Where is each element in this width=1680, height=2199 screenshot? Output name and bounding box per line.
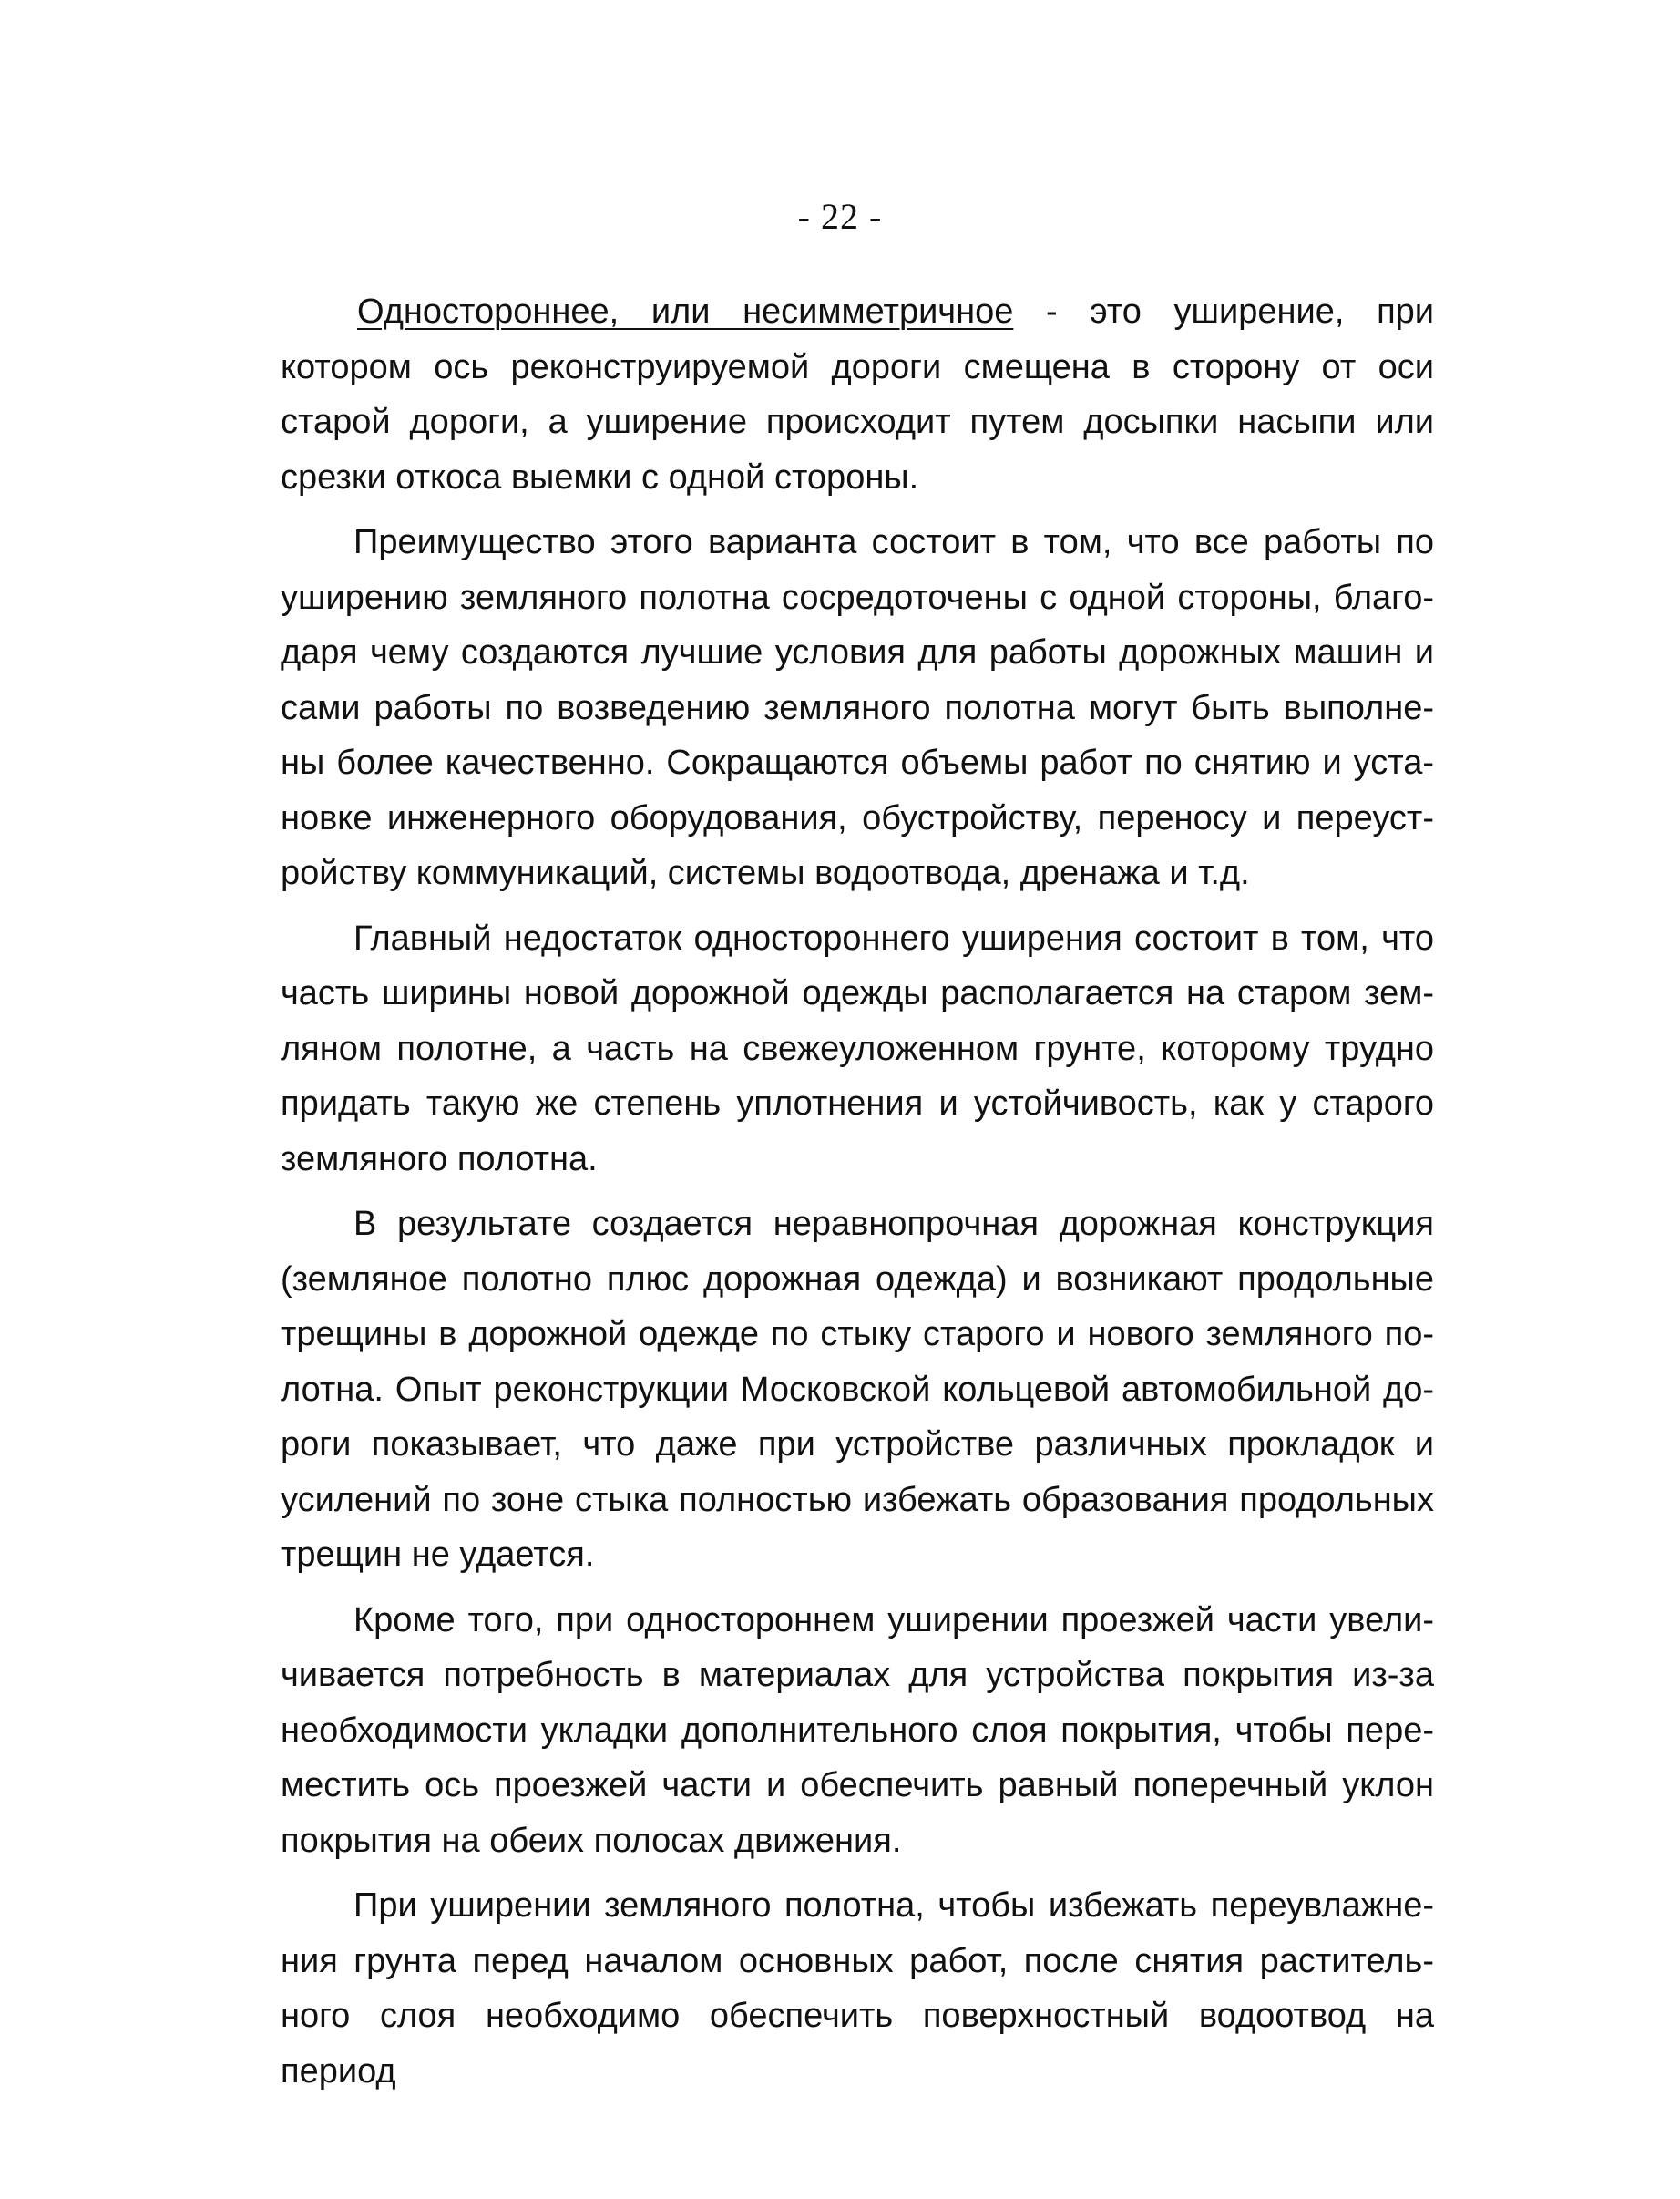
- paragraph-2: Преимущество этого варианта состоит в том, что все работы по уширению земляного полотна сосредоточены с одной стороны, благодаря чему создаются лучшие условия для работы дорожных машин и сами работы по возведению земляного полотна могут быть выполнены более качественно. Сокращаются объемы работ по снятию и установке инженерного оборудования, обустройству, переносу и переустройству коммуникаций, системы водоотвода, дренажа и т.д.: [281, 523, 1434, 892]
- paragraph-1-text: - это уширение, при котором ось реконструируемой дороги смещена в сторону от оси старой дороги, а уширение происходит путем досыпки насыпи или срезки откоса выемки с одной стороны.: [281, 293, 1435, 497]
- paragraph-3: Главный недостаток одностороннего уширения состоит в том, что часть ширины новой дорожной одежды располагается на старом земляном полотне, а часть на свежеуложенном грунте, которому трудно придать такую же степень уплотнения и устойчивость, как у старого земляного полотна.: [281, 919, 1434, 1178]
- defined-term: Одностороннее, или несимметричное: [357, 293, 1014, 331]
- paragraph-6: При уширении земляного полотна, чтобы избежать переувлажнения грунта перед началом основных работ, после снятия растительного слоя необходимо обеспечить поверхностный водоотвод на период: [281, 1886, 1434, 2091]
- page-number: - 22 -: [797, 196, 883, 237]
- paragraph-4: В результате создается неравнопрочная дорожная конструкция (земляное полотно плюс дорожная одежда) и возникают продольные трещины в дорожной одежде по стыку старого и нового земляного полотна. Опыт реконструкции Московской кольцевой автомобильной дороги показывает, что даже при устройстве различных прокладок и усилений по зоне стыка полностью избежать образования продольных трещин не удается.: [281, 1205, 1434, 1574]
- body-text: [281, 284, 1434, 2099]
- paragraph-1: [281, 284, 1434, 505]
- paragraph-5: Кроме того, при одностороннем уширении проезжей части увеличивается потребность в материалах для устройства покрытия из-за необходимости укладки дополнительного слоя покрытия, чтобы переместить ось проезжей части и обеспечить равный поперечный уклон покрытия на обеих полосах движения.: [281, 1600, 1434, 1860]
